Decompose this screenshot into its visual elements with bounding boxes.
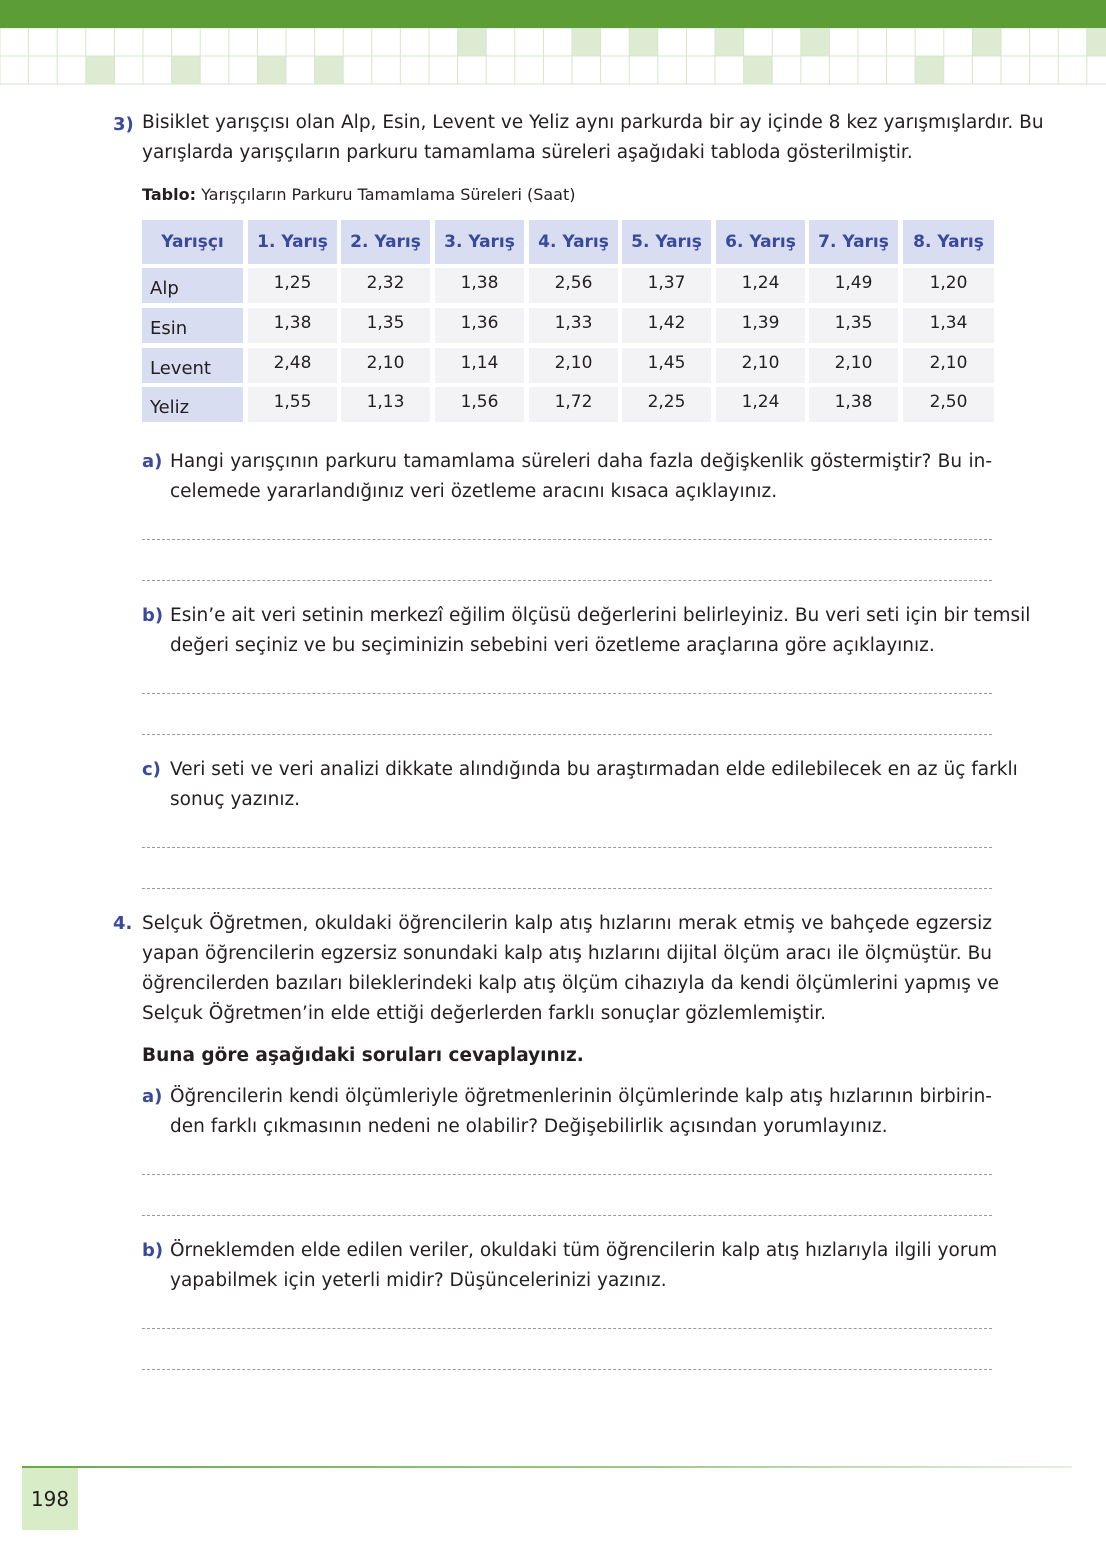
text-line: Veri seti ve veri analizi dikkate alındığında bu araştırmadan elde edilebilecek en az üç farklı	[170, 759, 1018, 780]
question-3c-text	[170, 755, 1018, 815]
table-header-racer: Yarışçı	[142, 220, 243, 264]
table-caption	[142, 184, 576, 206]
table-row-name: Levent	[142, 348, 243, 383]
question-3a-text	[170, 447, 992, 507]
text-line: Hangi yarışçının parkuru tamamlama süreleri daha fazla değişkenlik göstermiştir? Bu in-	[170, 451, 992, 472]
text-line: Esin’e ait veri setinin merkezî eğilim ölçüsü değerlerini belirleyiniz. Bu veri seti için bir temsil	[170, 605, 1031, 626]
header-grid-pattern	[0, 28, 1106, 86]
answer-line[interactable]	[142, 847, 992, 848]
table-cell-time: 1,24	[716, 268, 805, 303]
table-cell-time: 1,38	[435, 268, 524, 303]
table-header-race: 3. Yarış	[435, 220, 524, 264]
text-line: değeri seçiniz ve bu seçiminizin sebebini veri özetleme araçlarına göre açıklayınız.	[170, 635, 935, 656]
table-cell-time: 1,45	[622, 348, 711, 383]
question-3c-letter: c)	[142, 759, 161, 780]
answer-line[interactable]	[142, 734, 992, 735]
table-cell-time: 2,25	[622, 387, 711, 422]
table-row-name: Alp	[142, 268, 243, 303]
question-4-intro	[142, 909, 1000, 1029]
answer-line[interactable]	[142, 1174, 992, 1175]
table-header-race: 6. Yarış	[716, 220, 805, 264]
table-cell-time: 1,35	[809, 308, 898, 343]
question-3-number: 3)	[113, 114, 134, 135]
question-4b-letter: b)	[142, 1240, 164, 1261]
table-cell-time: 1,42	[622, 308, 711, 343]
answer-line[interactable]	[142, 580, 992, 581]
intro-line: Bisiklet yarışçısı olan Alp, Esin, Levent ve Yeliz aynı parkurda bir ay içinde 8 kez yarışmışlardır. Bu	[142, 112, 1044, 133]
table-cell-time: 2,50	[903, 387, 994, 422]
table-cell-time: 1,13	[341, 387, 430, 422]
table-cell-time: 2,32	[341, 268, 430, 303]
question-4a-text	[170, 1082, 992, 1142]
table-cell-time: 1,33	[529, 308, 618, 343]
intro-line: yapan öğrencilerin egzersiz sonundaki kalp atış hızlarını dijital ölçüm aracı ile ölçmüştür. Bu	[142, 943, 992, 964]
caption-label: Tablo:	[142, 185, 196, 204]
table-cell-time: 1,56	[435, 387, 524, 422]
table-header-race: 8. Yarış	[903, 220, 994, 264]
text-line: yapabilmek için yeterli midir? Düşüncelerinizi yazınız.	[170, 1270, 667, 1291]
intro-line: Selçuk Öğretmen’in elde ettiği değerlerden farklı sonuçlar gözlemlemiştir.	[142, 1003, 827, 1024]
table-cell-time: 2,10	[529, 348, 618, 383]
question-3-intro	[142, 108, 1044, 168]
answer-line[interactable]	[142, 888, 992, 889]
question-3b-letter: b)	[142, 605, 164, 626]
answer-line[interactable]	[142, 693, 992, 694]
table-header-race: 4. Yarış	[529, 220, 618, 264]
table-cell-time: 1,20	[903, 268, 994, 303]
answer-line[interactable]	[142, 1215, 992, 1216]
text-line: Öğrencilerin kendi ölçümleriyle öğretmenlerinin ölçümlerinde kalp atış hızlarının birbirin-	[170, 1086, 992, 1107]
table-cell-time: 1,14	[435, 348, 524, 383]
table-cell-time: 1,49	[809, 268, 898, 303]
question-3a-letter: a)	[142, 451, 163, 472]
header-color-band	[0, 0, 1106, 28]
question-4-instruction: Buna göre aşağıdaki soruları cevaplayınız.	[142, 1045, 584, 1066]
table-cell-time: 2,10	[903, 348, 994, 383]
question-4b-text	[170, 1236, 998, 1296]
table-row-name: Yeliz	[142, 387, 243, 422]
table-cell-time: 2,10	[809, 348, 898, 383]
table-header-race: 5. Yarış	[622, 220, 711, 264]
table-cell-time: 1,35	[341, 308, 430, 343]
table-cell-time: 1,37	[622, 268, 711, 303]
table-row-name: Esin	[142, 308, 243, 343]
table-cell-time: 2,10	[716, 348, 805, 383]
footer-rule	[22, 1466, 1072, 1468]
table-header-race: 7. Yarış	[809, 220, 898, 264]
table-header-race: 2. Yarış	[341, 220, 430, 264]
text-line: celemede yararlandığınız veri özetleme aracını kısaca açıklayınız.	[170, 481, 778, 502]
table-cell-time: 1,38	[248, 308, 337, 343]
question-4-number: 4.	[113, 913, 133, 934]
answer-line[interactable]	[142, 539, 992, 540]
intro-line: Selçuk Öğretmen, okuldaki öğrencilerin kalp atış hızlarını merak etmiş ve bahçede egzersiz	[142, 913, 992, 934]
table-cell-time: 1,36	[435, 308, 524, 343]
table-cell-time: 1,72	[529, 387, 618, 422]
table-cell-time: 2,10	[341, 348, 430, 383]
caption-text: Yarışçıların Parkuru Tamamlama Süreleri (Saat)	[195, 185, 576, 204]
table-cell-time: 1,34	[903, 308, 994, 343]
table-cell-time: 2,56	[529, 268, 618, 303]
table-cell-time: 2,48	[248, 348, 337, 383]
text-line: den farklı çıkmasının nedeni ne olabilir? Değişebilirlik açısından yorumlayınız.	[170, 1116, 888, 1137]
answer-line[interactable]	[142, 1369, 992, 1370]
table-cell-time: 1,25	[248, 268, 337, 303]
table-cell-time: 1,24	[716, 387, 805, 422]
intro-line: yarışlarda yarışçıların parkuru tamamlama süreleri aşağıdaki tabloda gösterilmiştir.	[142, 142, 913, 163]
text-line: sonuç yazınız.	[170, 789, 301, 810]
answer-line[interactable]	[142, 1328, 992, 1329]
question-4a-letter: a)	[142, 1086, 163, 1107]
intro-line: öğrencilerden bazıları bileklerindeki kalp atış ölçüm cihazıyla da kendi ölçümlerini yapmış ve	[142, 973, 1000, 994]
question-3b-text	[170, 601, 1031, 661]
table-cell-time: 1,55	[248, 387, 337, 422]
table-cell-time: 1,38	[809, 387, 898, 422]
table-cell-time: 1,39	[716, 308, 805, 343]
text-line: Örneklemden elde edilen veriler, okuldaki tüm öğrencilerin kalp atış hızlarıyla ilgili yorum	[170, 1240, 998, 1261]
table-header-race: 1. Yarış	[248, 220, 337, 264]
page-number: 198	[22, 1468, 78, 1530]
